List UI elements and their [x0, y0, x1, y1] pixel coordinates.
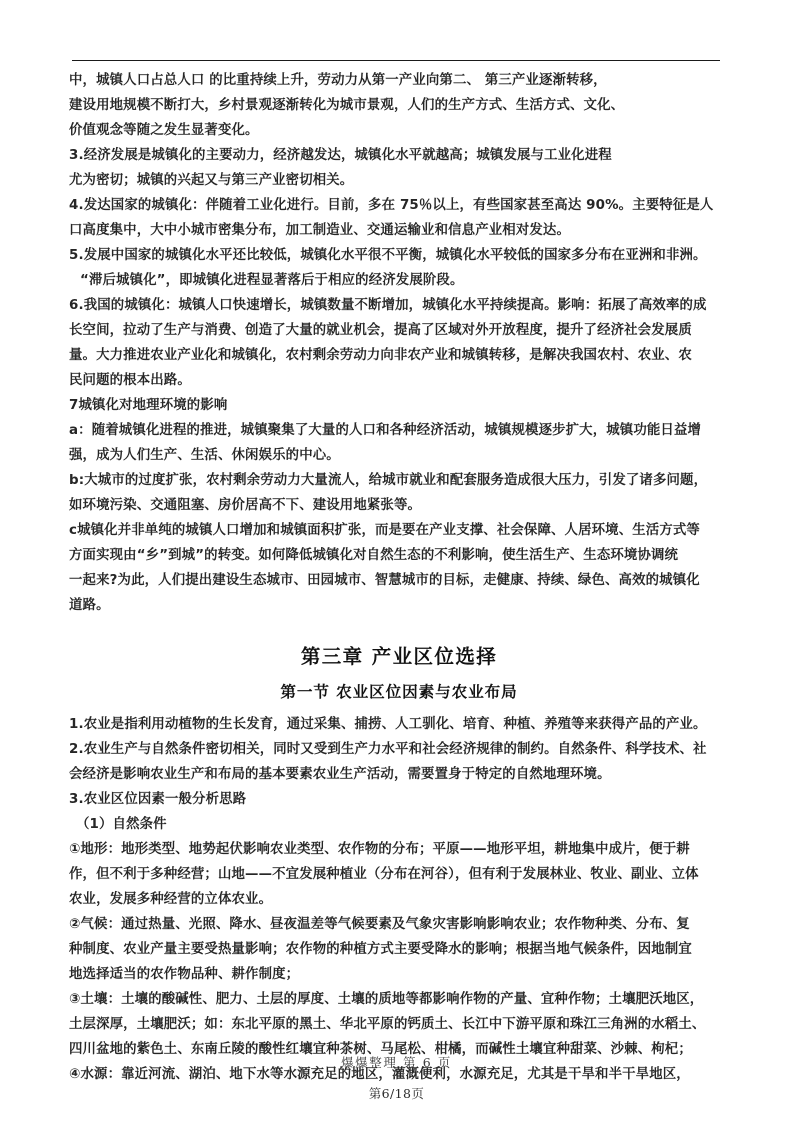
footer-note: 爆爆整理 第 6 页 [341, 1055, 452, 1070]
list-subheading: （1）自然条件 [76, 817, 167, 832]
spacer [69, 672, 729, 679]
list-item: ③土壤：土壤的酸碱性、肥力、土层的厚度、土壤的质地等都影响作物的产量、宜种作物；土壤肥沃地区， [69, 992, 704, 1007]
paragraph-line: 3.经济发展是城镇化的主要动力，经济越发达，城镇化水平就越高；城镇发展与工业化进程 [69, 148, 612, 163]
paragraph-line: 4.发达国家的城镇化：伴随着工业化进行。目前，多在 75％以上，有些国家甚至高达 90%。主要特征是人 [69, 198, 714, 213]
header-rule [72, 60, 720, 61]
paragraph-line: 2.农业生产与自然条件密切相关，同时又受到生产力水平和社会经济规律的制约。自然条件、科学技术、社 [69, 742, 707, 757]
paragraph-line: “滞后城镇化”，即城镇化进程显著落后于相应的经济发展阶段。 [80, 273, 464, 288]
paragraph-line: 6.我国的城镇化：城镇人口快速增长，城镇数量不断增加，城镇化水平持续提高。影响：拓展了高效率的成 [69, 298, 707, 313]
paragraph-line: 尤为密切；城镇的兴起又与第三产业密切相关。 [69, 173, 354, 188]
list-item: 四川盆地的紫色土、东南丘陵的酸性红壤宜种茶树、马尾松、柑橘，而碱性土壤宜种甜菜、沙棘、枸杞； [69, 1042, 692, 1057]
spacer [69, 705, 729, 712]
list-item: ①地形：地形类型、地势起伏影响农业类型、农作物的分布；平原——地形平坦，耕地集中成片，便于耕 [69, 842, 690, 857]
paragraph-line: 方面实现由“乡”到城”的转变。如何降低城镇化对自然生态的不利影响，使生活生产、生态环境协调统 [69, 548, 679, 563]
list-item: 种制度、农业产量主要受热量影响；农作物的种植方式主要受降水的影响；根据当地气候条件，因地制宜 [69, 942, 692, 957]
paragraph-line: 长空间，拉动了生产与消费、创造了大量的就业机会，提高了区域对外开放程度，提升了经济社会发展质 [69, 323, 692, 338]
list-item: 地选择适当的农作物品种、耕作制度； [69, 967, 300, 982]
list-item: ④水源：靠近河流、湖泊、地下水等水源充足的地区，灌溉便利，水源充足，尤其是干旱和半干旱地区， [69, 1067, 690, 1082]
paragraph-line: 中，城镇人口占总人口 的比重持续上升，劳动力从第一产业向第二、 第三产业逐渐转移， [69, 73, 607, 88]
chapter-title: 第三章 产业区位选择 [300, 645, 498, 668]
paragraph-line: 5.发展中国家的城镇化水平还比较低，城镇化水平很不平衡，城镇化水平较低的国家多分布在亚洲和非洲。 [69, 248, 707, 263]
paragraph-line: 民问题的根本出路。 [69, 373, 191, 388]
paragraph-line: 会经济是影响农业生产和布局的基本要素农业生产活动，需要置身于特定的自然地理环境。 [69, 767, 611, 782]
list-item: ②气候：通过热量、光照、降水、昼夜温差等气候要素及气象灾害影响影响农业；农作物种类、分布、复 [69, 917, 690, 932]
paragraph-line: c城镇化并非单纯的城镇人口增加和城镇面积扩张，而是要在产业支撑、社会保障、人居环境、生活方式等 [69, 523, 700, 538]
section-title: 第一节 农业区位因素与农业布局 [280, 683, 518, 701]
paragraph-line: 一起来?为此，人们提出建设生态城市、田园城市、智慧城市的目标，走健康、持续、绿色、高效的城镇化 [69, 573, 700, 588]
page-number: 第6/18页 [368, 1086, 425, 1101]
paragraph-line: a：随着城镇化进程的推进，城镇聚集了大量的人口和各种经济活动，城镇规模逐步扩大，城镇功能日益增 [69, 423, 702, 438]
paragraph-line: 1.农业是指利用动植物的生长发育，通过采集、捕捞、人工驯化、培育、种植、养殖等来获得产品的产业。 [69, 717, 707, 732]
paragraph-line: 口高度集中，大中小城市密集分布，加工制造业、交通运输业和信息产业相对发达。 [69, 223, 571, 238]
document-content [69, 68, 729, 1087]
paragraph-line: 如环境污染、交通阻塞、房价居高不下、建设用地紧张等。 [69, 498, 422, 513]
subsection-heading: 7城镇化对地理环境的影响 [69, 398, 228, 413]
list-item: 农业，发展多种经营的立体农业。 [69, 892, 273, 907]
list-item: 土层深厚，土壤肥沃；如：东北平原的黑土、华北平原的钙质土、长江中下游平原和珠江三角洲的水稻土、 [69, 1017, 706, 1032]
paragraph-line: 量。大力推进农业产业化和城镇化，农村剩余劳动力向非农产业和城镇转移，是解决我国农村、农业、农 [69, 348, 692, 363]
paragraph-line: 道路。 [69, 598, 110, 613]
list-item: 作，但不利于多种经营；山地——不宜发展种植业（分布在河谷），但有利于发展林业、牧业、副业、立体 [69, 867, 699, 882]
paragraph-line: 强，成为人们生产、生活、休闲娱乐的中心。 [69, 448, 340, 463]
paragraph-line: 价值观念等随之发生显著变化。 [69, 123, 259, 138]
paragraph-line: b:大城市的过度扩张，农村剩余劳动力大量流人，给城市就业和配套服务造成很大压力，引发了诸多问题， [69, 473, 708, 488]
spacer [69, 618, 729, 642]
paragraph-line: 3.农业区位因素一般分析思路 [69, 792, 247, 807]
paragraph-line: 建设用地规模不断打大，乡村景观逐渐转化为城市景观，人们的生产方式、生活方式、文化、 [69, 98, 625, 113]
